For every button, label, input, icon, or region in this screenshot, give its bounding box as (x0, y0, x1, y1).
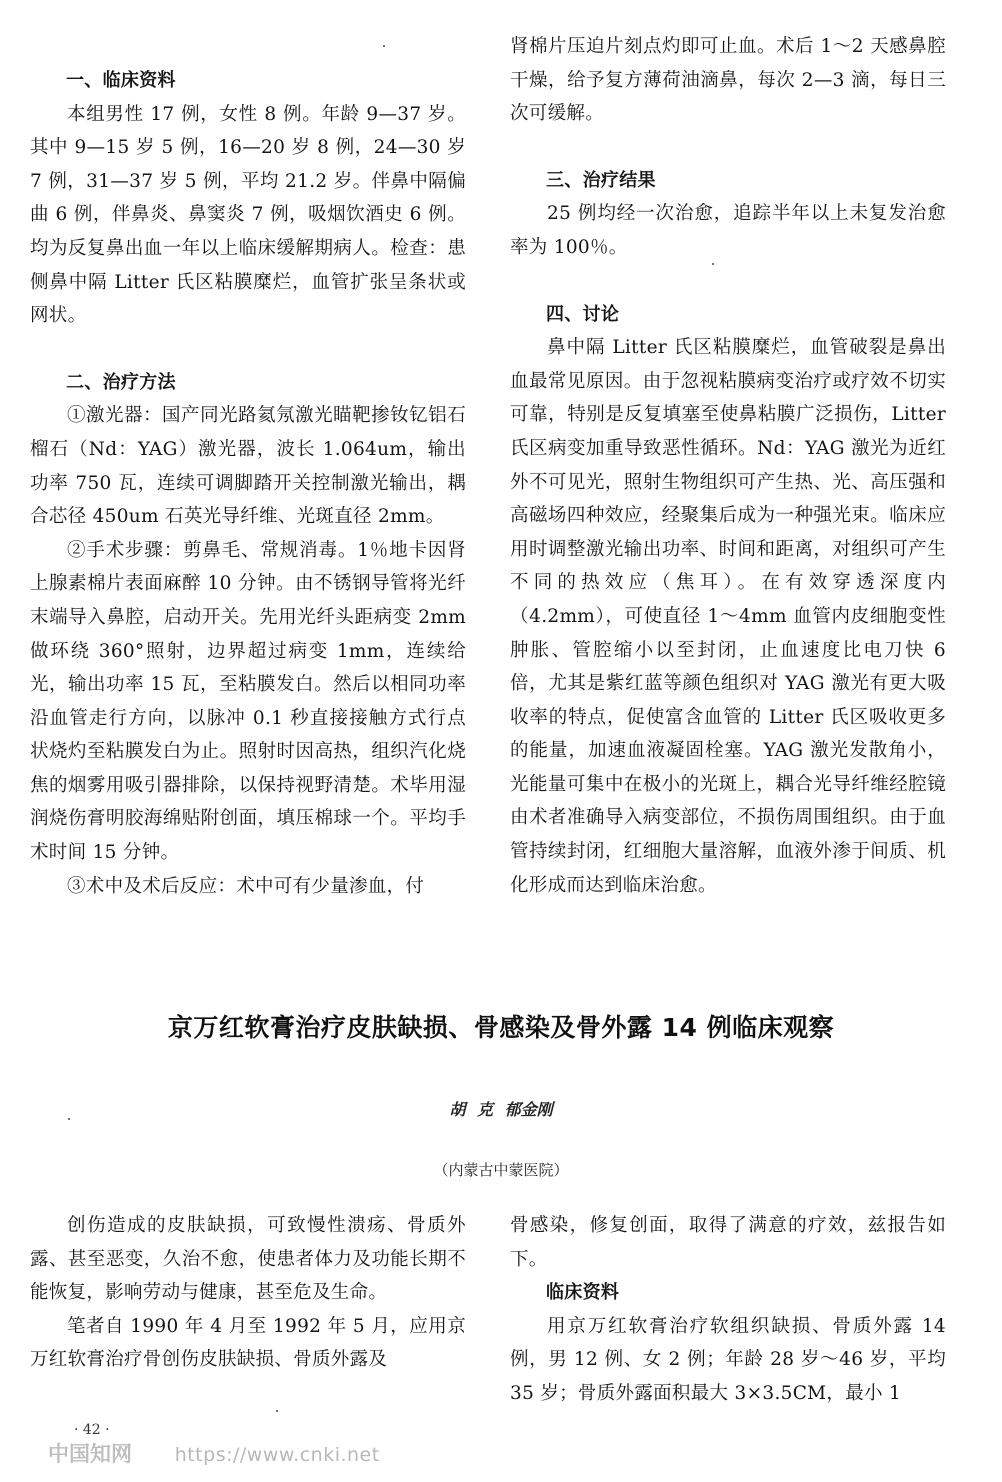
section-heading-clinical-data: 一、临床资料 (66, 70, 176, 91)
paragraph: ③术中及术后反应：术中可有少量渗血，付 (67, 875, 425, 897)
section-heading-clinical-data-2: 临床资料 (546, 1282, 620, 1304)
section-heading-discussion: 四、讨论 (546, 303, 620, 325)
article-affiliation: （内蒙古中蒙医院） (433, 1161, 569, 1179)
left-column-top (30, 64, 466, 903)
paragraph: ①激光器：国产同光路氦氖激光瞄靶掺钕钇铝石榴石（Nd：YAG）激光器，波长 1.064um，输出功率 750 瓦，连续可调脚踏开关控制激光输出，耦合芯径 450um 石英光导纤维、光斑直径 2mm。 (30, 405, 466, 528)
paragraph: 鼻中隔 Litter 氏区粘膜糜烂，血管破裂是鼻出血最常见原因。由于忽视粘膜病变治疗或疗效不切实可靠，特别是反复填塞至使鼻粘膜广泛损伤，Litter 氏区病变加重导致恶性循环。Nd：YAG 激光为近红外不可见光，照射生物组织可产生热、光、高压强和高磁场四种效应，经聚集后成为一种强光束。临床应用时调整激光输出功率、时间和距离，对组织可产生不同的热效应（焦耳）。在有效穿透深度内（4.2mm），可使直径 1～4mm 血管内皮细胞变性肿胀、管腔缩小以至封闭，止血速度比电刀快 6 倍，尤其是紫红蓝等颜色组织对 YAG 激光有更大吸收率的特点，促使富含血管的 Litter 氏区吸收更多的能量，加速血液凝固栓塞。YAG 激光发散角小，光能量可集中在极小的光斑上，耦合光导纤维经腔镜由术者准确导入病变部位，不损伤周围组织。由于血管持续封闭，红细胞大量溶解，血液外渗于间质、机化形成而达到临床治愈。 (510, 337, 946, 896)
article-authors: 胡 克 郁金刚 (449, 1100, 553, 1119)
paragraph: ②手术步骤：剪鼻毛、常规消毒。1％地卡因肾上腺素棉片表面麻醉 10 分钟。由不锈钢导管将光纤末端导入鼻腔，启动开关。先用光纤头距病变 2mm 做环绕 360°照射，边界超过病变 1mm，连续给光，输出功率 15 瓦，至粘膜发白。然后以相同功率沿血管走行方向，以脉冲 0.1 秒直接接触方式行点状烧灼至粘膜发白为止。照射时因高热，组织汽化烧焦的烟雾用吸引器排除，以保持视野清楚。术毕用湿润烧伤膏明胶海绵贴附创面，填压棉球一个。平均手术时间 15 分钟。 (30, 539, 466, 864)
article-title: 京万红软膏治疗皮肤缺损、骨感染及骨外露 14 例临床观察 (167, 1013, 835, 1042)
section-heading-treatment-results: 三、治疗结果 (546, 169, 656, 191)
paragraph: 肾棉片压迫片刻点灼即可止血。术后 1～2 天感鼻腔干燥，给予复方薄荷油滴鼻，每次 2—3 滴，每日三次可缓解。 (510, 36, 946, 125)
scan-speck (712, 263, 714, 265)
scan-speck (276, 1410, 278, 1412)
paragraph: 笔者自 1990 年 4 月至 1992 年 5 月，应用京万红软膏治疗骨创伤皮肤缺损、骨质外露及 (30, 1315, 466, 1371)
left-column-bottom (30, 1209, 466, 1377)
paragraph: 用京万红软膏治疗软组织缺损、骨质外露 14 例，男 12 例、女 2 例；年龄 28 岁～46 岁，平均 35 岁；骨质外露面积最大 3×3.5CM，最小 1 (510, 1315, 946, 1404)
right-column-top (510, 30, 946, 902)
scan-speck (68, 1118, 70, 1120)
paragraph: 25 例均经一次治愈，追踪半年以上未复发治愈率为 100％。 (510, 203, 946, 258)
cnki-watermark (48, 1438, 380, 1468)
watermark-logo: 中国知网 (48, 1442, 132, 1466)
paragraph: 创伤造成的皮肤缺损，可致慢性溃疡、骨质外露、甚至恶变，久治不愈，使患者体力及功能长期不能恢复，影响劳动与健康，甚至危及生命。 (30, 1215, 466, 1304)
scan-speck (383, 45, 385, 47)
paragraph: 本组男性 17 例，女性 8 例。年龄 9—37 岁。其中 9—15 岁 5 例，16—20 岁 8 例，24—30 岁 7 例，31—37 岁 5 例，平均 21.2 岁。伴鼻中隔偏曲 6 例，伴鼻炎、鼻窦炎 7 例，吸烟饮酒史 6 例。均为反复鼻出血一年以上临床缓解期病人。检查：患侧鼻中隔 Litter 氏区粘膜糜烂，血管扩张呈条状或网状。 (30, 103, 466, 327)
watermark-url: https://www.cnki.net (174, 1444, 380, 1466)
section-heading-treatment-method: 二、治疗方法 (66, 371, 176, 393)
page-number: · 42 · (74, 1422, 110, 1438)
right-column-bottom (510, 1209, 946, 1411)
paragraph: 骨感染，修复创面，取得了满意的疗效，兹报告如下。 (510, 1215, 946, 1270)
